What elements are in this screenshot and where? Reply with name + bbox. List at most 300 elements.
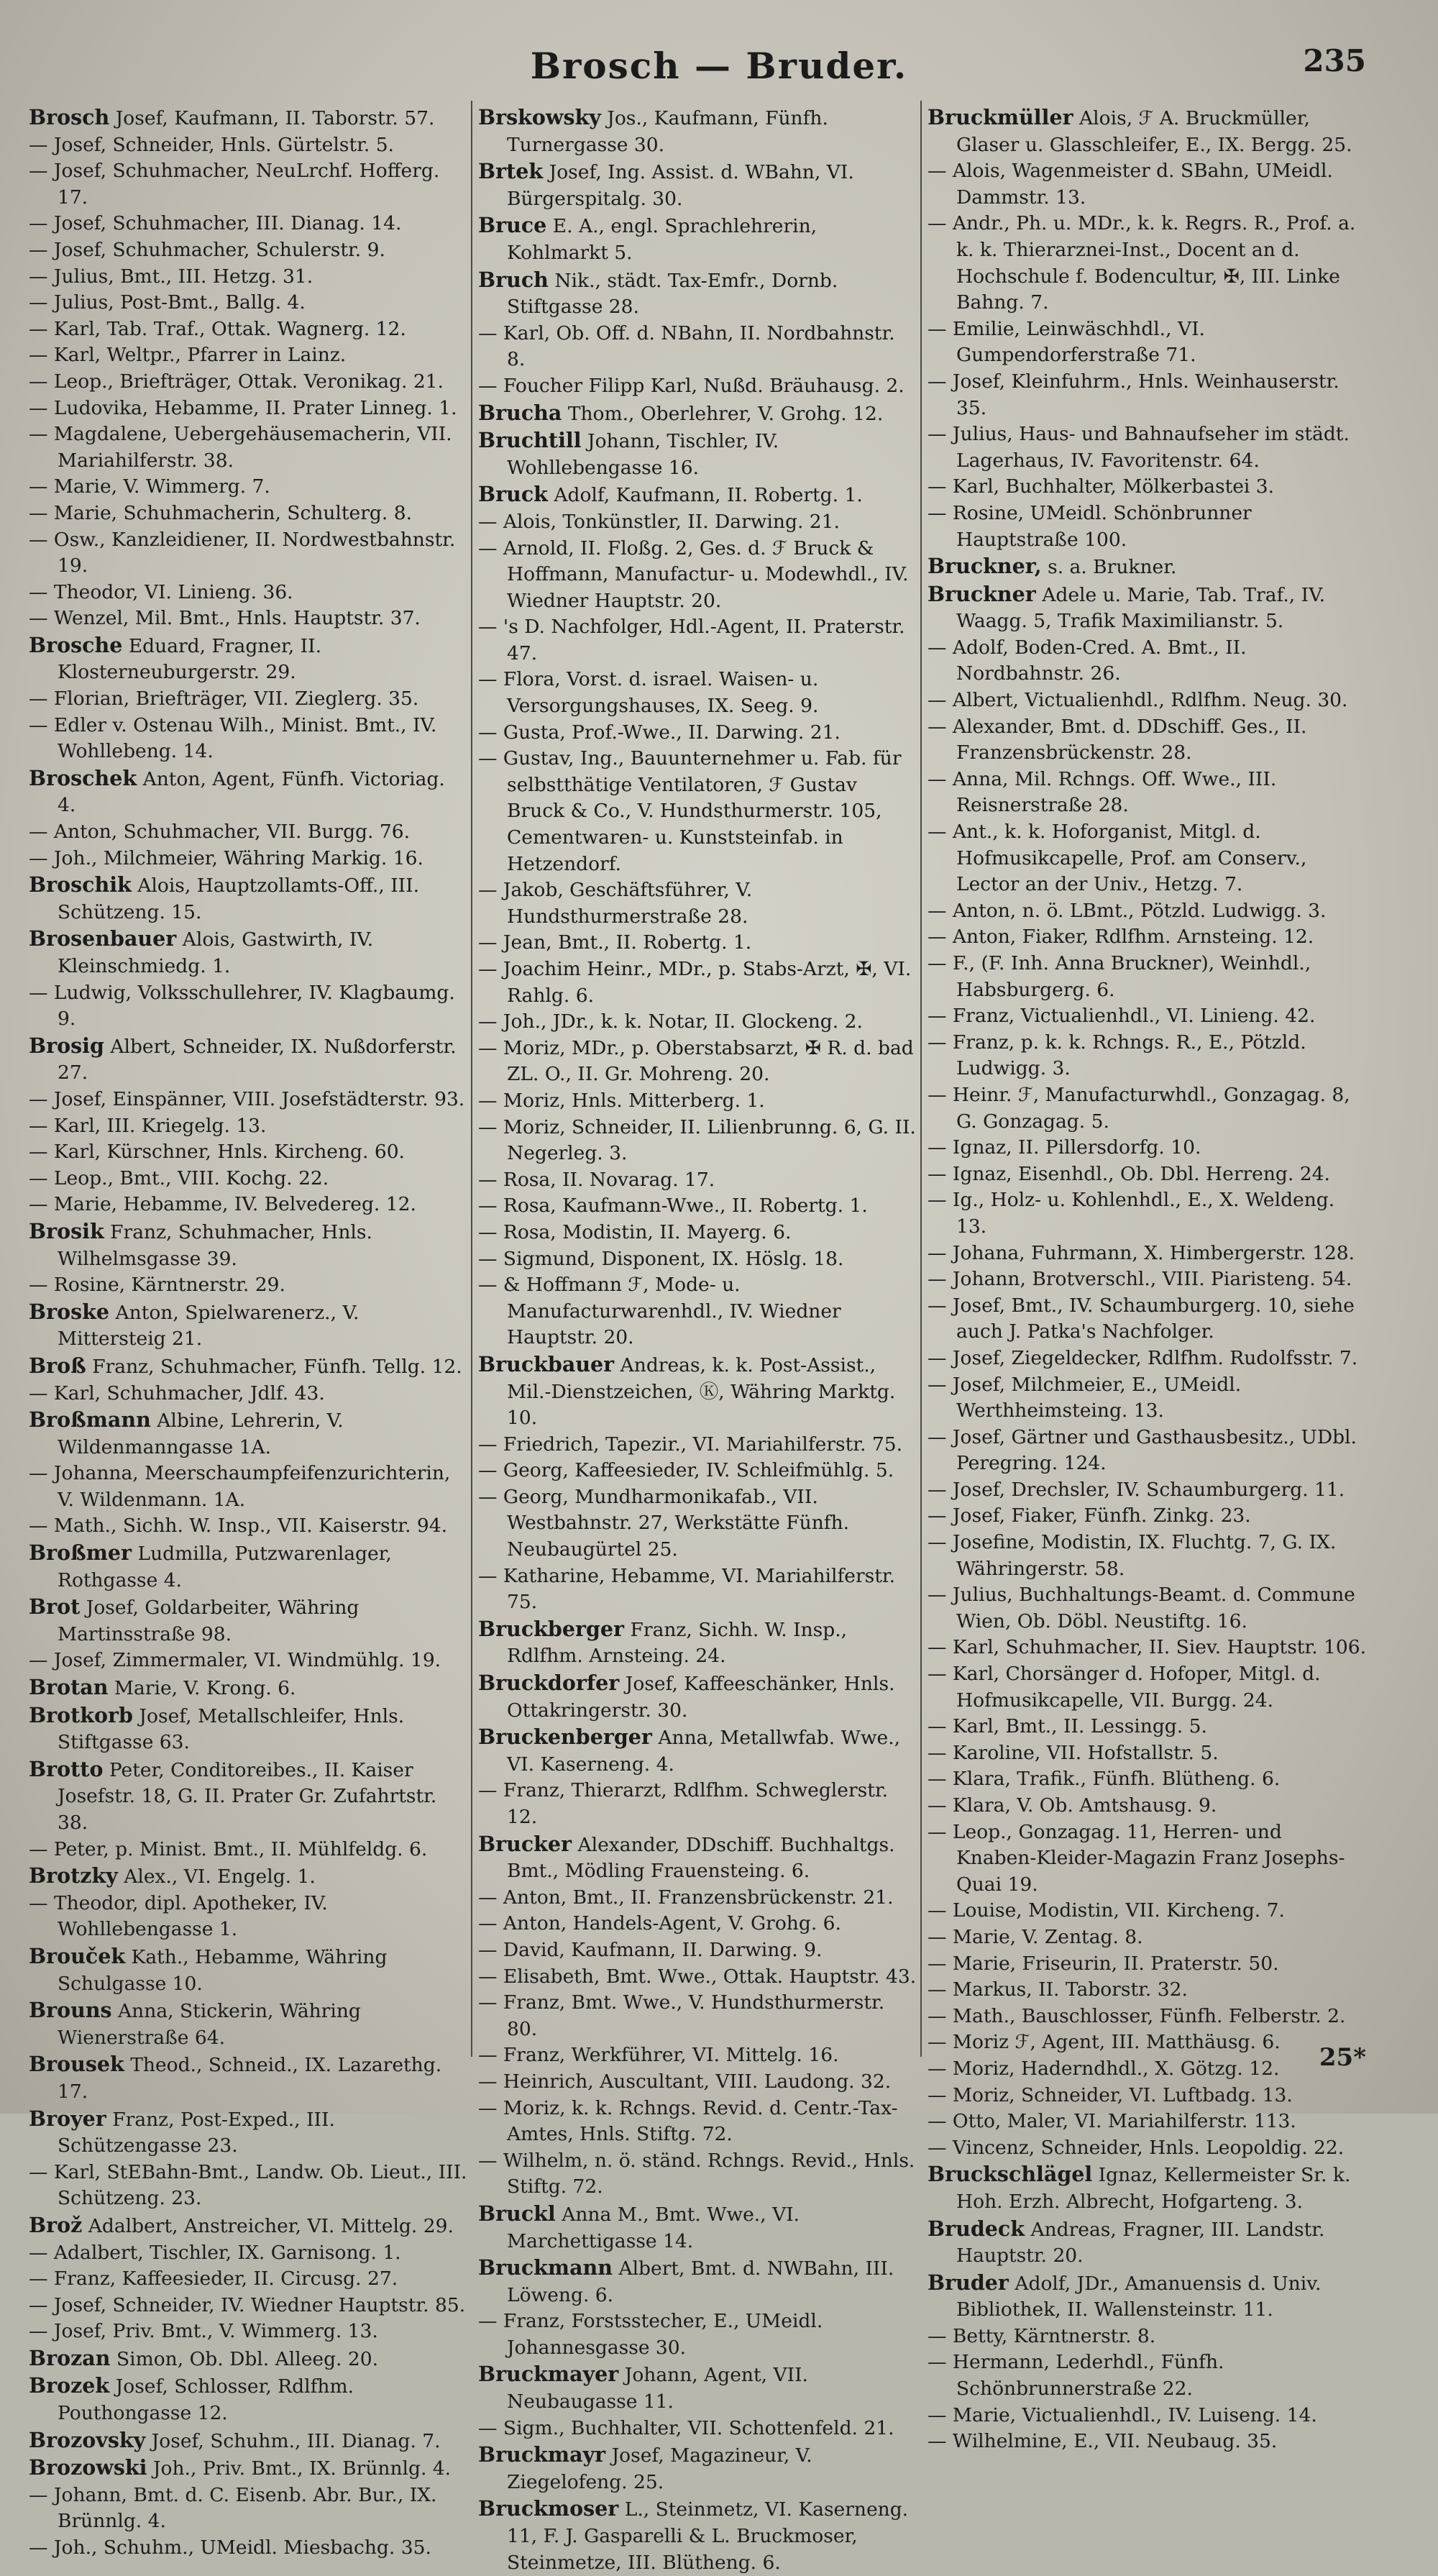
entry-details: — Marie, V. Wimmerg. 7. bbox=[29, 475, 270, 498]
directory-entry bbox=[29, 1407, 469, 1461]
entry-details: — Josef, Drechsler, IV. Schaumburgerg. 11. bbox=[928, 1478, 1345, 1501]
directory-entry bbox=[29, 1353, 469, 1381]
entry-details: Alex., VI. Engelg. 1. bbox=[124, 1865, 316, 1888]
entry-details: Franz, Sichh. W. Insp., Rdlfhm. Arnsteing. 24. bbox=[507, 1618, 848, 1668]
directory-entry bbox=[928, 1661, 1368, 1714]
entry-details: — Marie, Hebamme, IV. Belvedereg. 12. bbox=[29, 1193, 416, 1216]
entry-details: — Josef, Schuhmacher, Schulerstr. 9. bbox=[29, 238, 385, 261]
entry-surname: Brotto bbox=[29, 1756, 104, 1781]
directory-entry bbox=[29, 1997, 469, 2051]
entry-details: — Ludovika, Hebamme, II. Prater Linneg. 1. bbox=[29, 396, 457, 419]
directory-entry bbox=[29, 1087, 469, 1113]
directory-entry bbox=[478, 2096, 918, 2148]
directory-entry bbox=[478, 1911, 918, 1937]
directory-entry bbox=[478, 1964, 918, 1991]
directory-entry bbox=[928, 1266, 1368, 1293]
entry-details: — Sigmund, Disponent, IX. Höslg. 18. bbox=[478, 1247, 844, 1270]
entry-details: — Josef, Einspänner, VIII. Josefstädterstr. 93. bbox=[29, 1087, 465, 1110]
entry-details: Albine, Lehrerin, V. Wildenmanngasse 1A. bbox=[58, 1410, 344, 1458]
entry-surname: Brucker bbox=[478, 1831, 572, 1856]
entry-surname: Brtek bbox=[478, 159, 544, 184]
entry-details: — Rosa, Kaufmann-Wwe., II. Robertg. 1. bbox=[478, 1195, 868, 1218]
directory-entry bbox=[928, 1924, 1368, 1951]
directory-entry bbox=[478, 481, 918, 509]
entry-details: — Leop., Bmt., VIII. Kochg. 22. bbox=[29, 1166, 329, 1189]
directory-entry bbox=[928, 951, 1368, 1003]
entry-details: — Josef, Priv. Bmt., V. Wimmerg. 13. bbox=[29, 2320, 378, 2343]
entry-details: Theod., Schneid., IX. Lazarethg. 17. bbox=[58, 2054, 442, 2103]
entry-surname: Brucha bbox=[478, 400, 562, 425]
entry-details: — Franz, p. k. k. Rchngs. R., E., Pötzld. Ludwigg. 3. bbox=[928, 1031, 1306, 1080]
directory-entry bbox=[928, 1582, 1368, 1635]
directory-entry bbox=[29, 1891, 469, 1943]
directory-entry bbox=[928, 1951, 1368, 1978]
entry-surname: Bruchtill bbox=[478, 428, 582, 453]
directory-column-3 bbox=[928, 104, 1368, 2455]
entry-details: — Julius, Post-Bmt., Ballg. 4. bbox=[29, 291, 306, 314]
directory-entry bbox=[928, 1425, 1368, 1477]
directory-entry bbox=[928, 553, 1368, 581]
entry-details: — Moriz, MDr., p. Oberstabsarzt, ✠ R. d. bad ZL. O., II. Gr. Mohreng. 20. bbox=[478, 1036, 914, 1086]
entry-details: — Josef, Bmt., IV. Schaumburgerg. 10, siehe auch J. Patka's Nachfolger. bbox=[928, 1294, 1355, 1343]
directory-entry bbox=[29, 264, 469, 291]
entry-details: — Math., Sichh. W. Insp., VII. Kaiserstr. 94. bbox=[29, 1515, 448, 1538]
directory-entry bbox=[478, 1351, 918, 1432]
directory-entry bbox=[29, 606, 469, 632]
directory-entry bbox=[478, 1432, 918, 1458]
entry-details: Andreas, k. k. Post-Assist., Mil.-Dienstzeichen, Ⓚ, Währing Marktg. 10. bbox=[507, 1353, 896, 1430]
entry-details: Josef, Magazineur, V. Ziegelofeng. 25. bbox=[507, 2444, 812, 2493]
entry-surname: Brouček bbox=[29, 1943, 126, 1968]
entry-details: Josef, Kaufmann, II. Taborstr. 57. bbox=[115, 107, 435, 129]
directory-entry bbox=[29, 980, 469, 1033]
entry-surname: Brozan bbox=[29, 2345, 111, 2370]
directory-entry bbox=[29, 1381, 469, 1407]
directory-entry bbox=[478, 267, 918, 321]
page-title: Brosch — Bruder. bbox=[530, 45, 908, 87]
directory-entry bbox=[928, 501, 1368, 553]
entry-details: — Leop., Briefträger, Ottak. Veronikag. 21. bbox=[29, 370, 444, 393]
directory-entry bbox=[29, 342, 469, 369]
signature-mark: 25* bbox=[1319, 2043, 1366, 2072]
entry-details: Anna, Metallwfab. Wwe., VI. Kaserneng. 4. bbox=[507, 1727, 901, 1776]
directory-entry bbox=[478, 1484, 918, 1563]
entry-surname: Broß bbox=[29, 1353, 86, 1378]
directory-entry bbox=[928, 1161, 1368, 1188]
entry-surname: Bruckmayer bbox=[478, 2362, 619, 2387]
directory-entry bbox=[29, 2051, 469, 2105]
entry-details: — Franz, Thierarzt, Rdlfhm. Schweglerstr. 12. bbox=[478, 1779, 889, 1828]
entry-surname: Brosch bbox=[29, 105, 110, 129]
entry-details: — Marie, Friseurin, II. Praterstr. 50. bbox=[928, 1952, 1279, 1975]
entry-details: — Karl, Chorsänger d. Hofoper, Mitgl. d. Hofmusikcapelle, VII. Burgg. 24. bbox=[928, 1663, 1321, 1712]
directory-entry bbox=[29, 1837, 469, 1863]
entry-details: — Foucher Filipp Karl, Nußd. Bräuhausg. 2. bbox=[478, 374, 905, 397]
entry-details: — Emilie, Leinwäschhdl., VI. Gumpendorferstraße 71. bbox=[928, 317, 1205, 367]
directory-entry bbox=[478, 2255, 918, 2308]
entry-details: — Julius, Buchhaltungs-Beamt. d. Commune Wien, Ob. Döbl. Neustiftg. 16. bbox=[928, 1584, 1355, 1632]
directory-entry bbox=[478, 2442, 918, 2495]
entry-details: — Betty, Kärntnerstr. 8. bbox=[928, 2324, 1156, 2347]
directory-entry bbox=[29, 2240, 469, 2267]
entry-surname: Brosig bbox=[29, 1033, 104, 1058]
entry-details: — Karl, Kürschner, Hnls. Kircheng. 60. bbox=[29, 1141, 405, 1164]
entry-details: — Heinrich, Auscultant, VIII. Laudong. 32. bbox=[478, 2070, 892, 2093]
entry-details: — Karl, Buchhalter, Mölkerbastei 3. bbox=[928, 475, 1275, 498]
directory-entry bbox=[928, 924, 1368, 951]
directory-entry bbox=[478, 2148, 918, 2201]
directory-entry bbox=[478, 1088, 918, 1115]
entry-details: — Karl, Bmt., II. Lessingg. 5. bbox=[928, 1715, 1207, 1738]
entry-details: Alexander, DDschiff. Buchhaltgs. Bmt., Mödling Frauensteing. 6. bbox=[507, 1833, 895, 1883]
entry-surname: Broske bbox=[29, 1299, 110, 1324]
entry-details: — Karl, StEBahn-Bmt., Landw. Ob. Lieut., III. Schützeng. 23. bbox=[29, 2160, 467, 2210]
entry-surname: Brouns bbox=[29, 1998, 112, 2023]
entry-details: — Anton, n. ö. LBmt., Pötzld. Ludwigg. 3. bbox=[928, 899, 1327, 922]
entry-details: — Friedrich, Tapezir., VI. Mariahilferstr. 75. bbox=[478, 1433, 903, 1456]
directory-entry bbox=[478, 1563, 918, 1616]
entry-surname: Brosche bbox=[29, 632, 123, 657]
directory-entry bbox=[478, 1990, 918, 2042]
entry-details: Jos., Kaufmann, Fünfh. Turnergasse 30. bbox=[507, 107, 828, 156]
directory-entry bbox=[29, 1033, 469, 1087]
entry-details: Adalbert, Anstreicher, VI. Mittelg. 29. bbox=[88, 2214, 454, 2237]
entry-details: — Leop., Gonzagag. 11, Herren- und Knaben-Kleider-Magazin Franz Josephs-Quai 19. bbox=[928, 1820, 1345, 1896]
directory-entry bbox=[29, 2319, 469, 2345]
entry-details: s. a. Brukner. bbox=[1048, 556, 1177, 579]
entry-details: — Josef, Milchmeier, E., UMeidl. Werthheimsteing. 13. bbox=[928, 1373, 1242, 1422]
entry-details: — Josef, Schneider, Hnls. Gürtelstr. 5. bbox=[29, 133, 394, 156]
directory-entry bbox=[928, 1977, 1368, 2004]
entry-details: — Theodor, VI. Linieng. 36. bbox=[29, 580, 293, 603]
directory-entry bbox=[29, 1461, 469, 1513]
entry-details: Josef, Schlosser, Rdlfhm. Pouthongasse 12. bbox=[58, 2375, 354, 2425]
directory-entry bbox=[478, 2361, 918, 2415]
entry-surname: Bruckner bbox=[928, 581, 1036, 606]
entry-details: — Karl, Schuhmacher, Jdlf. 43. bbox=[29, 1381, 325, 1405]
entry-details: — Josefine, Modistin, IX. Fluchtg. 7, G. IX. Währingerstr. 58. bbox=[928, 1531, 1337, 1580]
directory-entry bbox=[29, 1192, 469, 1218]
entry-details: — Anton, Handels-Agent, V. Grohg. 6. bbox=[478, 1912, 841, 1935]
entry-details: — Peter, p. Minist. Bmt., II. Mühlfeldg. 6. bbox=[29, 1837, 428, 1860]
entry-details: — Klara, Trafik., Fünfh. Blütheng. 6. bbox=[928, 1768, 1281, 1791]
entry-details: Franz, Schuhmacher, Fünfh. Tellg. 12. bbox=[92, 1355, 462, 1378]
directory-entry bbox=[928, 898, 1368, 925]
entry-details: Anna M., Bmt. Wwe., VI. Marchettigasse 14. bbox=[507, 2203, 800, 2252]
directory-entry bbox=[29, 1166, 469, 1192]
directory-entry bbox=[29, 421, 469, 474]
entry-surname: Bruder bbox=[928, 2270, 1009, 2295]
entry-details: — Rosa, II. Novarag. 17. bbox=[478, 1168, 715, 1191]
directory-entry bbox=[29, 211, 469, 237]
directory-entry bbox=[928, 819, 1368, 898]
entry-details: — Hermann, Lederhdl., Fünfh. Schönbrunnerstraße 22. bbox=[928, 2351, 1224, 2401]
entry-details: — Josef, Ziegeldecker, Rdlfhm. Rudolfsstr. 7. bbox=[928, 1346, 1358, 1369]
entry-surname: Brož bbox=[29, 2212, 83, 2237]
entry-details: Ignaz, Kellermeister Sr. k. Hoh. Erzh. Albrecht, Hofgarteng. 3. bbox=[956, 2164, 1351, 2213]
entry-details: — Marie, Schuhmacherin, Schulterg. 8. bbox=[29, 501, 413, 524]
entry-details: — Adalbert, Tischler, IX. Garnisong. 1. bbox=[29, 2241, 401, 2264]
directory-entry bbox=[478, 212, 918, 266]
directory-entry bbox=[928, 2029, 1368, 2056]
entry-details: Kath., Hebamme, Währing Schulgasse 10. bbox=[58, 1945, 388, 1995]
entry-details: — Markus, II. Taborstr. 32. bbox=[928, 1978, 1188, 2001]
entry-details: — Julius, Bmt., III. Hetzg. 31. bbox=[29, 265, 313, 288]
entry-details: Johann, Agent, VII. Neubaugasse 11. bbox=[507, 2364, 808, 2413]
directory-entry bbox=[478, 373, 918, 400]
entry-surname: Bruch bbox=[478, 267, 549, 292]
entry-details: Adolf, Kaufmann, II. Robertg. 1. bbox=[554, 484, 863, 507]
directory-entry bbox=[478, 536, 918, 615]
entry-details: Simon, Ob. Dbl. Alleeg. 20. bbox=[116, 2347, 379, 2370]
entry-details: — Moriz, Hnls. Mitterberg. 1. bbox=[478, 1089, 765, 1112]
entry-surname: Brousek bbox=[29, 2052, 124, 2077]
entry-details: Alois, ℱ A. Bruckmüller, Glaser u. Glasschleifer, E., IX. Bergg. 25. bbox=[956, 107, 1352, 156]
directory-entry bbox=[928, 635, 1368, 688]
directory-entry bbox=[29, 1513, 469, 1540]
entry-details: Alois, Gastwirth, IV. Kleinschmiedg. 1. bbox=[58, 928, 374, 977]
entry-surname: Brotkorb bbox=[29, 1702, 133, 1727]
entry-details: — Alois, Wagenmeister d. SBahn, UMeidl. Dammstr. 13. bbox=[928, 160, 1333, 209]
directory-entry bbox=[928, 2109, 1368, 2135]
directory-entry bbox=[29, 2483, 469, 2535]
entry-details: — Alois, Tonkünstler, II. Darwing. 21. bbox=[478, 510, 840, 533]
entry-surname: Brosik bbox=[29, 1218, 104, 1243]
directory-entry bbox=[29, 1702, 469, 1756]
entry-details: — Klara, V. Ob. Amtshausg. 9. bbox=[928, 1794, 1217, 1817]
directory-entry bbox=[478, 158, 918, 212]
entry-details: L., Steinmetz, VI. Kaserneng. 11, F. J. Gasparelli & L. Bruckmoser, Steinmetze, III. Blütheng. 6. bbox=[507, 2498, 909, 2574]
directory-entry bbox=[478, 1193, 918, 1220]
directory-entry bbox=[29, 290, 469, 316]
directory-entry bbox=[29, 369, 469, 396]
directory-entry bbox=[29, 926, 469, 979]
entry-details: — & Hoffmann ℱ, Mode- u. Manufacturwarenhdl., IV. Wiedner Hauptstr. 20. bbox=[478, 1274, 841, 1349]
directory-entry bbox=[29, 1299, 469, 1353]
entry-details: — Josef, Schuhmacher, III. Dianag. 14. bbox=[29, 212, 402, 235]
entry-details: — David, Kaufmann, II. Darwing. 9. bbox=[478, 1938, 823, 1961]
directory-entry bbox=[29, 474, 469, 501]
entry-details: — Arnold, II. Floßg. 2, Ges. d. ℱ Bruck & Hoffmann, Manufactur- u. Modewhdl., IV. Wiedner Hauptstr. 20. bbox=[478, 536, 909, 612]
entry-details: — Marie, V. Zentag. 8. bbox=[928, 1925, 1143, 1948]
entry-surname: Brozowski bbox=[29, 2455, 147, 2480]
directory-entry bbox=[928, 2270, 1368, 2324]
directory-entry bbox=[478, 1885, 918, 1912]
entry-details: — Katharine, Hebamme, VI. Mariahilferstr. 75. bbox=[478, 1564, 896, 1614]
directory-entry bbox=[928, 1241, 1368, 1267]
entry-surname: Broßmann bbox=[29, 1407, 151, 1433]
entry-details: — Heinr. ℱ, Manufacturwhdl., Gonzagag. 8, G. Gonzagag. 5. bbox=[928, 1083, 1350, 1133]
directory-entry bbox=[29, 686, 469, 713]
entry-details: — Vincenz, Schneider, Hnls. Leopoldig. 22. bbox=[928, 2136, 1345, 2159]
entry-details: — Florian, Briefträger, VII. Zieglerg. 35. bbox=[29, 688, 419, 711]
directory-entry bbox=[478, 2416, 918, 2442]
entry-details: Adolf, JDr., Amanuensis d. Univ. Bibliothek, II. Wallensteinstr. 11. bbox=[956, 2272, 1322, 2321]
directory-entry bbox=[928, 688, 1368, 714]
entry-details: — Julius, Haus- und Bahnaufseher im städt. Lagerhaus, IV. Favoritenstr. 64. bbox=[928, 423, 1350, 472]
entry-surname: Brosenbauer bbox=[29, 926, 177, 951]
directory-entry bbox=[478, 1009, 918, 1036]
directory-entry bbox=[29, 1113, 469, 1140]
entry-surname: Bruckdorfer bbox=[478, 1671, 620, 1696]
directory-entry bbox=[928, 421, 1368, 474]
entry-surname: Broschik bbox=[29, 872, 132, 898]
directory-entry bbox=[928, 316, 1368, 369]
directory-entry bbox=[928, 369, 1368, 421]
entry-details: — Gustav, Ing., Bauunternehmer u. Fab. für selbstthätige Ventilatoren, ℱ Gustav Bruck & Co., V. Hundsthurmerstr. 105, Cementwaren- u. Kunststeinfab. in Hetzendorf. bbox=[478, 747, 902, 875]
directory-entry bbox=[928, 1346, 1368, 1372]
directory-entry bbox=[928, 767, 1368, 819]
entry-surname: Bruckmayr bbox=[478, 2442, 606, 2467]
entry-details: — Johann, Bmt. d. C. Eisenb. Abr. Bur., IX. Brünnlg. 4. bbox=[29, 2483, 437, 2533]
directory-entry bbox=[29, 2454, 469, 2483]
directory-entry bbox=[478, 427, 918, 481]
directory-entry bbox=[928, 714, 1368, 767]
entry-details: Albert, Schneider, IX. Nußdorferstr. 27. bbox=[58, 1035, 457, 1084]
entry-details: — Moriz, Schneider, II. Lilienbrunng. 6, G. II. Negerleg. 3. bbox=[478, 1115, 916, 1165]
directory-entry bbox=[29, 104, 469, 132]
directory-entry bbox=[928, 158, 1368, 211]
directory-entry bbox=[478, 930, 918, 956]
directory-entry bbox=[928, 2216, 1368, 2270]
entry-surname: Bruckmann bbox=[478, 2255, 613, 2280]
entry-details: — Joh., Schuhm., UMeidl. Miesbachg. 35. bbox=[29, 2536, 431, 2559]
entry-details: — Josef, Kleinfuhrm., Hnls. Weinhauserstr. 35. bbox=[928, 370, 1339, 419]
directory-entry bbox=[478, 2069, 918, 2096]
entry-details: — Moriz ℱ, Agent, III. Matthäusg. 6. bbox=[928, 2031, 1281, 2054]
directory-entry bbox=[478, 2201, 918, 2255]
directory-entry bbox=[478, 1831, 918, 1885]
directory-entry bbox=[478, 1115, 918, 1167]
directory-entry bbox=[29, 158, 469, 211]
entry-details: Adele u. Marie, Tab. Traf., IV. Waagg. 5, Trafik Maximilianstr. 5. bbox=[956, 583, 1326, 633]
entry-details: — Louise, Modistin, VII. Kircheng. 7. bbox=[928, 1899, 1285, 1922]
entry-surname: Broyer bbox=[29, 2106, 106, 2131]
entry-details: Anton, Spielwarenerz., V. Mittersteig 21. bbox=[58, 1301, 360, 1351]
entry-surname: Bruce bbox=[478, 213, 547, 238]
directory-entry bbox=[29, 1540, 469, 1594]
entry-surname: Bruckner, bbox=[928, 554, 1042, 579]
entry-details: — Karl, Weltpr., Pfarrer in Lainz. bbox=[29, 344, 347, 367]
entry-details: — Jean, Bmt., II. Robertg. 1. bbox=[478, 931, 752, 954]
directory-entry bbox=[29, 2160, 469, 2212]
directory-entry bbox=[928, 1477, 1368, 1504]
entry-details: — Jakob, Geschäftsführer, V. Hundsthurmerstraße 28. bbox=[478, 879, 753, 928]
directory-entry bbox=[478, 746, 918, 877]
directory-entry bbox=[928, 1740, 1368, 1767]
entry-details: Albert, Bmt. d. NWBahn, III. Löweng. 6. bbox=[507, 2257, 894, 2306]
entry-surname: Brozek bbox=[29, 2373, 110, 2398]
entry-details: Marie, V. Krong. 6. bbox=[114, 1677, 296, 1700]
directory-entry bbox=[478, 2308, 918, 2361]
entry-details: — Karl, III. Kriegelg. 13. bbox=[29, 1114, 267, 1137]
directory-entry bbox=[478, 1778, 918, 1830]
directory-entry bbox=[29, 132, 469, 159]
entry-details: — Georg, Kaffeesieder, IV. Schleifmühlg. 5. bbox=[478, 1459, 894, 1482]
entry-details: — Flora, Vorst. d. israel. Waisen- u. Versorgungshauses, IX. Seeg. 9. bbox=[478, 668, 819, 718]
directory-entry bbox=[478, 400, 918, 428]
entry-surname: Brot bbox=[29, 1594, 81, 1620]
entry-details: — Ignaz, Eisenhdl., Ob. Dbl. Herreng. 24. bbox=[928, 1162, 1330, 1185]
entry-details: Anton, Agent, Fünfh. Victoriag. 4. bbox=[58, 767, 445, 817]
entry-details: — Andr., Ph. u. MDr., k. k. Regrs. R., Prof. a. k. k. Thierarznei-Inst., Docent an d. Hochschule f. Bodencultur, ✠, III. Linke Bahng. 7. bbox=[928, 212, 1356, 314]
entry-details: — Joh., JDr., k. k. Notar, II. Glockeng. 2. bbox=[478, 1010, 863, 1033]
entry-surname: Broschek bbox=[29, 765, 137, 790]
entry-details: — Adolf, Boden-Cred. A. Bmt., II. Nordbahnstr. 26. bbox=[928, 636, 1247, 685]
entry-details: — Magdalene, Uebergehäusemacherin, VII. Mariahilferstr. 38. bbox=[29, 423, 452, 472]
directory-entry bbox=[29, 396, 469, 422]
entry-surname: Brozovsky bbox=[29, 2427, 146, 2452]
entry-details: — Sigm., Buchhalter, VII. Schottenfeld. 21. bbox=[478, 2416, 894, 2439]
directory-entry bbox=[29, 1218, 469, 1272]
directory-entry bbox=[928, 104, 1368, 158]
directory-entry bbox=[29, 1674, 469, 1702]
entry-details: — Gusta, Prof.-Wwe., II. Darwing. 21. bbox=[478, 721, 841, 744]
entry-details: — Ant., k. k. Hoforganist, Mitgl. d. Hofmusikcapelle, Prof. am Conserv., Lector an der Univ., Hetzg. 7. bbox=[928, 821, 1307, 896]
entry-surname: Broßmer bbox=[29, 1540, 132, 1566]
entry-details: — Anna, Mil. Rchngs. Off. Wwe., III. Reisnerstraße 28. bbox=[928, 767, 1277, 817]
directory-entry bbox=[29, 765, 469, 819]
directory-entry bbox=[29, 1756, 469, 1837]
entry-details: — Marie, Victualienhdl., IV. Luiseng. 14. bbox=[928, 2403, 1317, 2426]
directory-entry bbox=[29, 2535, 469, 2562]
entry-surname: Bruckmoser bbox=[478, 2496, 619, 2521]
entry-details: — Anton, Fiaker, Rdlfhm. Arnsteing. 12. bbox=[928, 926, 1314, 949]
entry-details: — Josef, Schneider, IV. Wiedner Hauptstr. 85. bbox=[29, 2293, 466, 2316]
entry-surname: Bruckberger bbox=[478, 1616, 625, 1641]
directory-entry bbox=[29, 819, 469, 846]
entry-details: Johann, Tischler, IV. Wohllebengasse 16. bbox=[507, 430, 779, 479]
directory-entry bbox=[29, 1943, 469, 1997]
directory-entry bbox=[928, 1293, 1368, 1346]
entry-details: — Josef, Zimmermaler, VI. Windmühlg. 19. bbox=[29, 1649, 441, 1672]
entry-details: — Moriz, Schneider, VI. Luftbadg. 13. bbox=[928, 2083, 1293, 2106]
entry-details: — Rosine, Kärntnerstr. 29. bbox=[29, 1274, 285, 1297]
directory-entry bbox=[928, 1082, 1368, 1135]
directory-entry bbox=[478, 614, 918, 667]
entry-details: Franz, Post-Exped., III. Schützengasse 23. bbox=[58, 2108, 335, 2157]
directory-entry bbox=[29, 1139, 469, 1166]
column-divider bbox=[471, 101, 472, 2057]
entry-details: — Franz, Victualienhdl., VI. Linieng. 42. bbox=[928, 1005, 1316, 1028]
entry-details: — 's D. Nachfolger, Hdl.-Agent, II. Praterstr. 47. bbox=[478, 616, 905, 664]
entry-details: — Josef, Gärtner und Gasthausbesitz., UDbl. Peregring. 124. bbox=[928, 1425, 1357, 1475]
directory-entry bbox=[478, 104, 918, 158]
directory-entry bbox=[29, 237, 469, 264]
entry-details: — Wilhelm, n. ö. ständ. Rchngs. Revid., Hnls. Stiftg. 72. bbox=[478, 2149, 915, 2198]
entry-details: — Joachim Heinr., MDr., p. Stabs-Arzt, ✠, VI. Rahlg. 6. bbox=[478, 958, 912, 1007]
entry-details: Josef, Schuhm., III. Dianag. 7. bbox=[151, 2429, 441, 2452]
directory-entry bbox=[29, 872, 469, 926]
entry-details: — Wenzel, Mil. Bmt., Hnls. Hauptstr. 37. bbox=[29, 607, 421, 630]
entry-details: — Johanna, Meerschaumpfeifenzurichterin, V. Wildenmann. 1A. bbox=[29, 1462, 451, 1511]
entry-details: — Karl, Tab. Traf., Ottak. Wagnerg. 12. bbox=[29, 317, 406, 340]
directory-entry bbox=[478, 1937, 918, 1964]
entry-details: — Ig., Holz- u. Kohlenhdl., E., X. Weldeng. 13. bbox=[928, 1189, 1335, 1238]
entry-details: Anna, Stickerin, Währing Wienerstraße 64. bbox=[58, 2000, 361, 2049]
directory-entry bbox=[29, 2372, 469, 2426]
directory-entry bbox=[478, 2042, 918, 2069]
directory-entry bbox=[29, 1594, 469, 1648]
entry-details: Joh., Priv. Bmt., IX. Brünnlg. 4. bbox=[152, 2457, 452, 2480]
entry-details: — Otto, Maler, VI. Mariahilferstr. 113. bbox=[928, 2110, 1296, 2133]
entry-details: Josef, Metallschleifer, Hnls. Stiftgasse 63. bbox=[58, 1704, 405, 1754]
entry-details: — Elisabeth, Bmt. Wwe., Ottak. Hauptstr. 43. bbox=[478, 1965, 917, 1988]
directory-entry bbox=[478, 1724, 918, 1778]
directory-entry bbox=[29, 1648, 469, 1674]
directory-entry bbox=[928, 2349, 1368, 2402]
directory-entry bbox=[928, 1135, 1368, 1161]
